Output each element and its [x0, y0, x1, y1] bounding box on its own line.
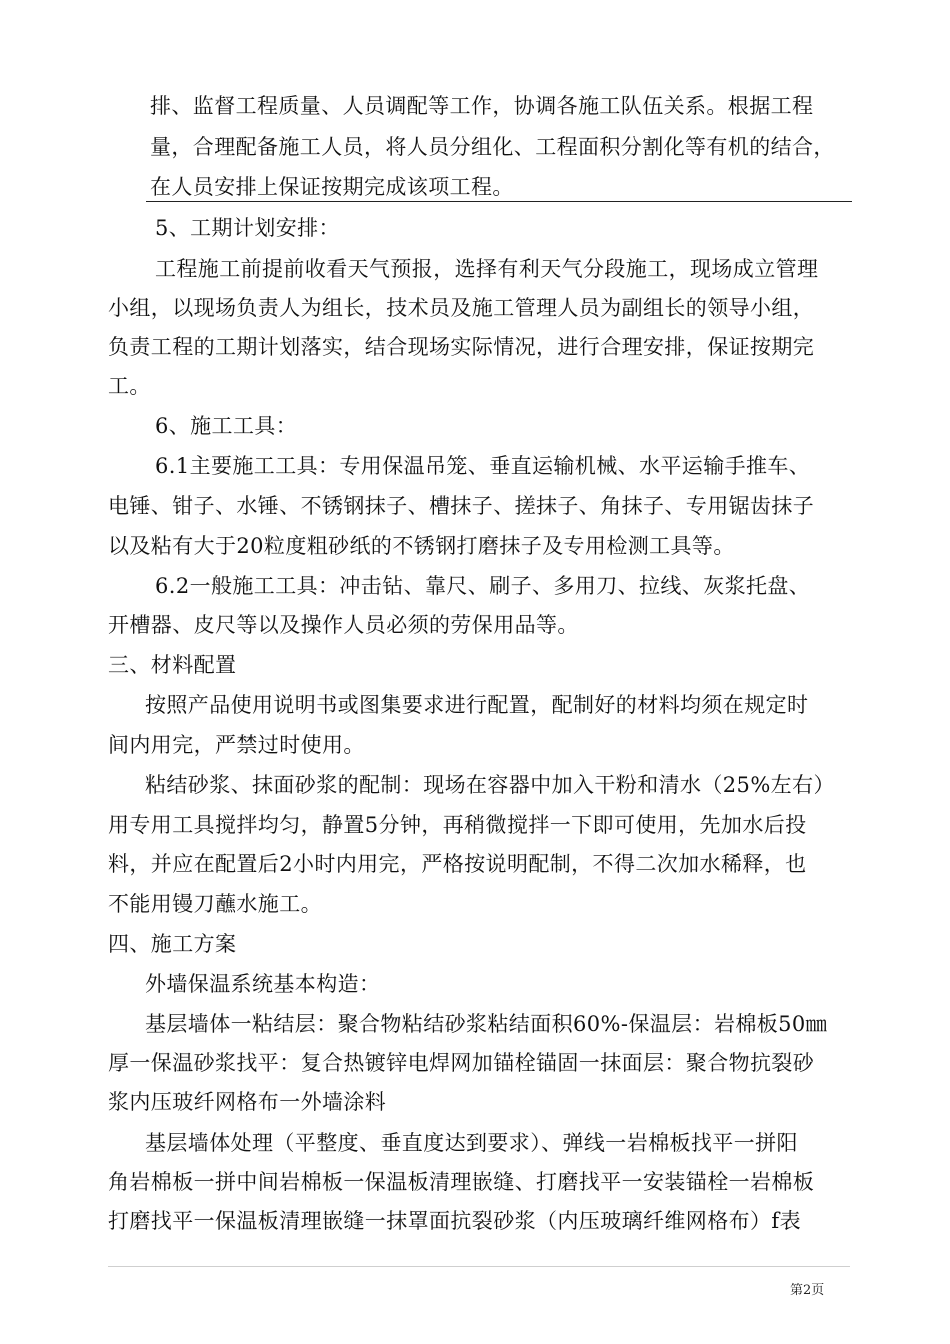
text-line: 粘结砂浆、抹面砂浆的配制：现场在容器中加入干粉和清水（25%左右）	[145, 773, 835, 797]
text-line: 厚一保温砂浆找平：复合热镀锌电焊网加锚栓锚固一抹面层：聚合物抗裂砂	[108, 1051, 815, 1075]
text-line: 开槽器、皮尺等以及操作人员必须的劳保用品等。	[108, 613, 579, 637]
text-line: 基层墙体一粘结层：聚合物粘结砂浆粘结面积60%-保温层：岩棉板50㎜	[145, 1012, 828, 1036]
text-line: 料，并应在配置后2小时内用完，严格按说明配制，不得二次加水稀释，也	[108, 852, 807, 876]
text-line: 工程施工前提前收看天气预报，选择有利天气分段施工，现场成立管理	[155, 257, 819, 281]
text-line: 间内用完，严禁过时使用。	[108, 733, 365, 757]
text-line: 打磨找平一保温板清理嵌缝一抹罩面抗裂砂浆（内压玻璃纤维网格布）f表	[108, 1209, 801, 1233]
text-line: 小组，以现场负责人为组长，技术员及施工管理人员为副组长的领导小组，	[108, 296, 815, 320]
text-line: 在人员安排上保证按期完成该项工程。	[150, 175, 514, 199]
text-line: 外墙保温系统基本构造：	[145, 972, 381, 996]
text-line: 角岩棉板一拼中间岩棉板一保温板清理嵌缝、打磨找平一安装锚栓一岩棉板	[108, 1170, 815, 1194]
text-line: 基层墙体处理（平整度、垂直度达到要求）、弹线一岩棉板找平一拼阳	[145, 1131, 798, 1155]
text-line: 不能用镘刀蘸水施工。	[108, 892, 322, 916]
text-line: 电锤、钳子、水锤、不锈钢抹子、槽抹子、搓抹子、角抹子、专用锯齿抹子	[108, 494, 815, 518]
text-line: 6.1主要施工工具：专用保温吊笼、垂直运输机械、水平运输手推车、	[155, 454, 811, 478]
text-line: 工。	[108, 374, 151, 398]
text-line: 以及粘有大于20粒度粗砂纸的不锈钢打磨抹子及专用检测工具等。	[108, 534, 735, 558]
text-line: 量，合理配备施工人员，将人员分组化、工程面积分割化等有机的结合，	[150, 135, 835, 159]
text-line: 负责工程的工期计划落实，结合现场实际情况，进行合理安排，保证按期完	[108, 335, 815, 359]
text-line: 按照产品使用说明书或图集要求进行配置，配制好的材料均须在规定时	[145, 693, 809, 717]
section-heading: 5、工期计划安排：	[155, 216, 340, 240]
text-line: 排、监督工程质量、人员调配等工作，协调各施工队伍关系。根据工程	[150, 94, 814, 118]
text-line: 用专用工具搅拌均匀，静置5分钟，再稍微搅拌一下即可使用，先加水后投	[108, 813, 807, 837]
text-line: 浆内压玻纤网格布一外墙涂料	[108, 1090, 387, 1114]
section-heading: 6、施工工具：	[155, 414, 298, 438]
underline-rule	[146, 201, 852, 202]
section-heading: 三、材料配置	[108, 653, 237, 677]
section-heading: 四、施工方案	[108, 932, 237, 956]
page-number: 第2页	[790, 1283, 825, 1298]
footer-rule	[108, 1266, 850, 1267]
text-line: 6.2一般施工工具：冲击钻、靠尺、刷子、多用刀、拉线、灰浆托盘、	[155, 574, 811, 598]
